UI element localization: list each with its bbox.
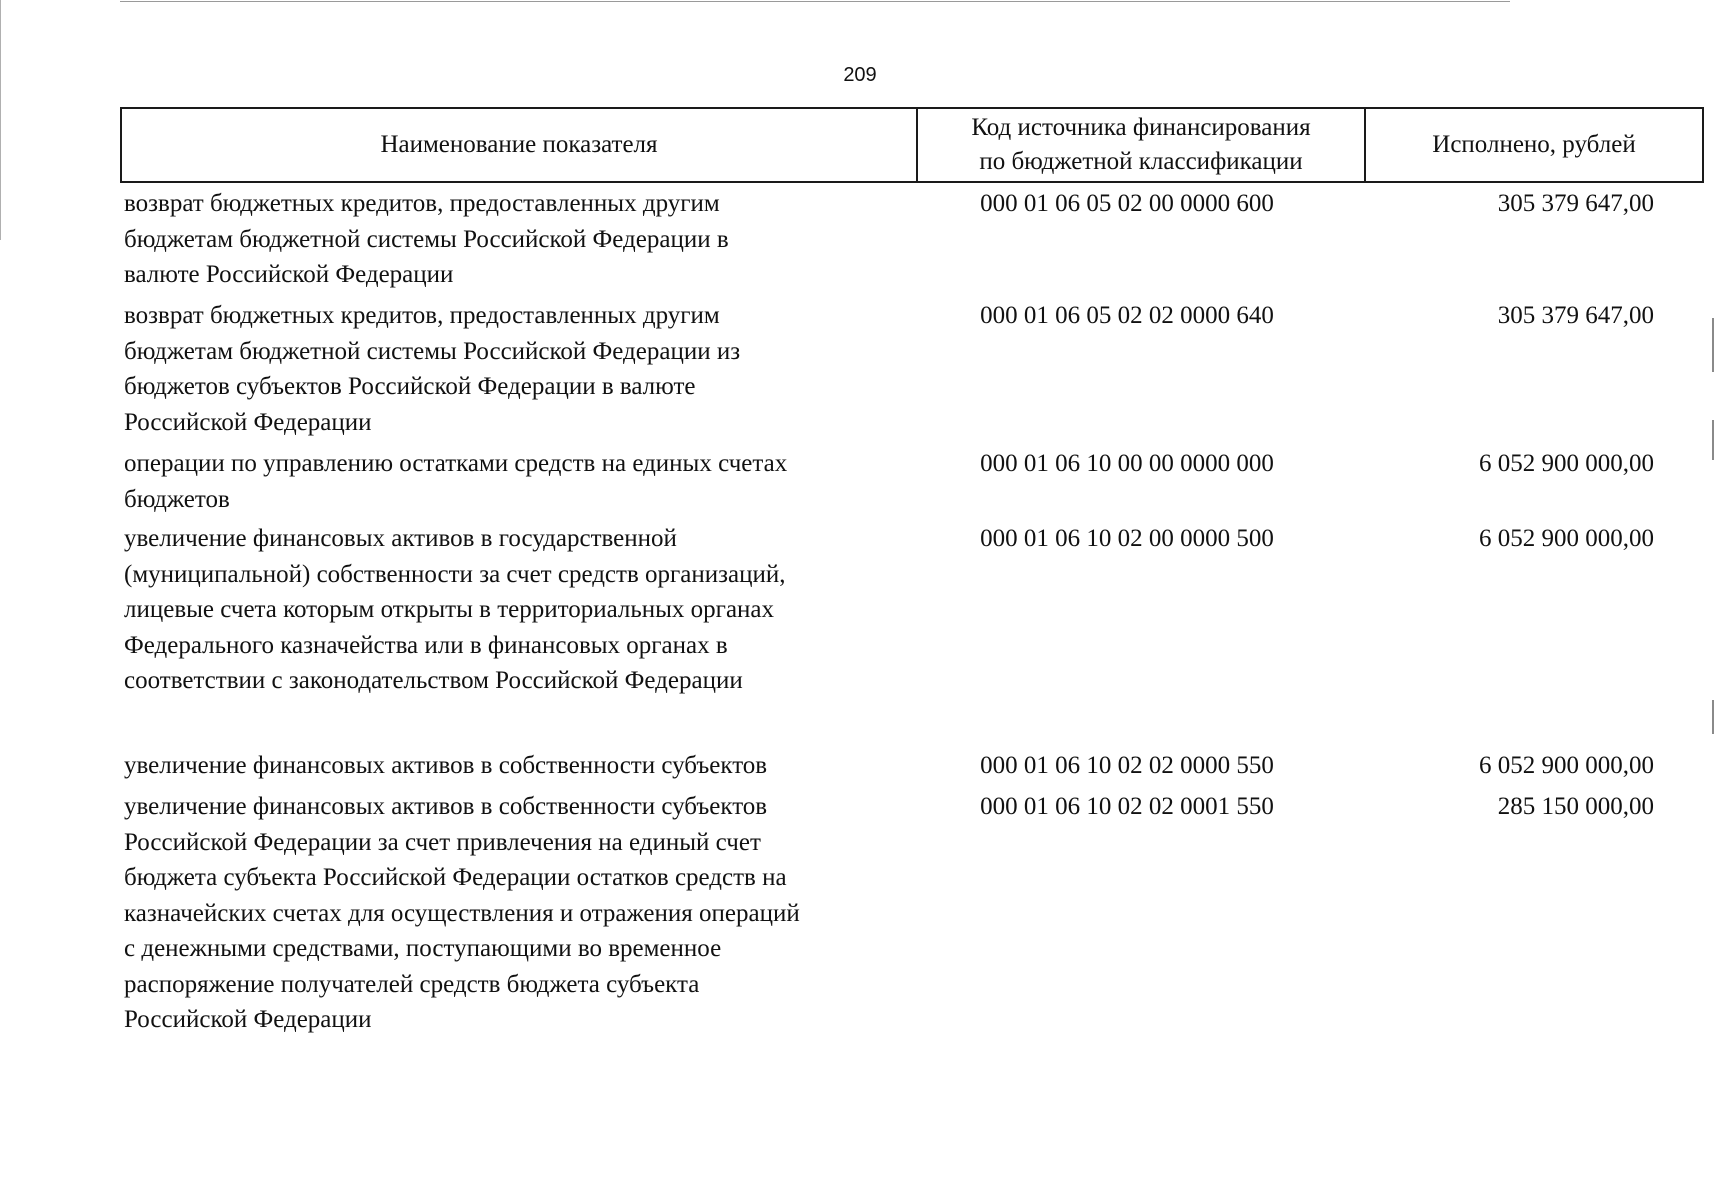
scan-mark (1712, 700, 1714, 734)
scan-mark (1712, 420, 1714, 460)
row-amount: 285 150 000,00 (1497, 793, 1654, 820)
header-code: Код источника финансирования по бюджетной классификации (917, 108, 1365, 182)
row-amount: 6 052 900 000,00 (1479, 450, 1654, 477)
row-name: возврат бюджетных кредитов, предоставленных другим бюджетам бюджетной системы Российской Федерации в валюте Российской Федерации (124, 190, 729, 288)
header-amount: Исполнено, рублей (1365, 108, 1703, 182)
row-name: операции по управлению остатками средств на единых счетах бюджетов (124, 450, 788, 513)
header-name: Наименование показателя (121, 108, 917, 182)
row-code: 000 01 06 05 02 00 0000 600 (980, 190, 1274, 217)
table-header (120, 107, 1704, 183)
row-name: увеличение финансовых активов в государственной (муниципальной) собственности за счет средств организаций, лицевые счета которым открыты в территориальных органах Федерального казначейства или в финансовых органах в соответствии с законодательством Российской Федерации (124, 525, 786, 694)
row-name: увеличение финансовых активов в собственности субъектов Российской Федерации за счет привлечения на единый счет бюджета субъекта Российской Федерации остатков средств на казначейских счетах для осуществления и отражения операций с денежными средствами, поступающими во временное распоряжение получателей средств бюджета субъекта Российской Федерации (124, 793, 800, 1033)
page-number: 209 (843, 64, 877, 86)
row-amount: 305 379 647,00 (1497, 302, 1654, 329)
row-code: 000 01 06 10 02 02 0000 550 (980, 752, 1274, 779)
row-code: 000 01 06 10 02 02 0001 550 (980, 793, 1274, 820)
scan-mark (1712, 318, 1714, 372)
scan-top-line (120, 1, 1510, 2)
scan-left-edge (0, 0, 1, 240)
row-name: возврат бюджетных кредитов, предоставленных другим бюджетам бюджетной системы Российской Федерации из бюджетов субъектов Российской Федерации в валюте Российской Федерации (124, 302, 741, 436)
row-code: 000 01 06 10 00 00 0000 000 (980, 450, 1274, 477)
row-code: 000 01 06 05 02 02 0000 640 (980, 302, 1274, 329)
row-amount: 6 052 900 000,00 (1479, 752, 1654, 779)
row-name: увеличение финансовых активов в собственности субъектов (124, 752, 768, 779)
row-code: 000 01 06 10 02 00 0000 500 (980, 525, 1274, 552)
row-amount: 305 379 647,00 (1497, 190, 1654, 217)
row-amount: 6 052 900 000,00 (1479, 525, 1654, 552)
